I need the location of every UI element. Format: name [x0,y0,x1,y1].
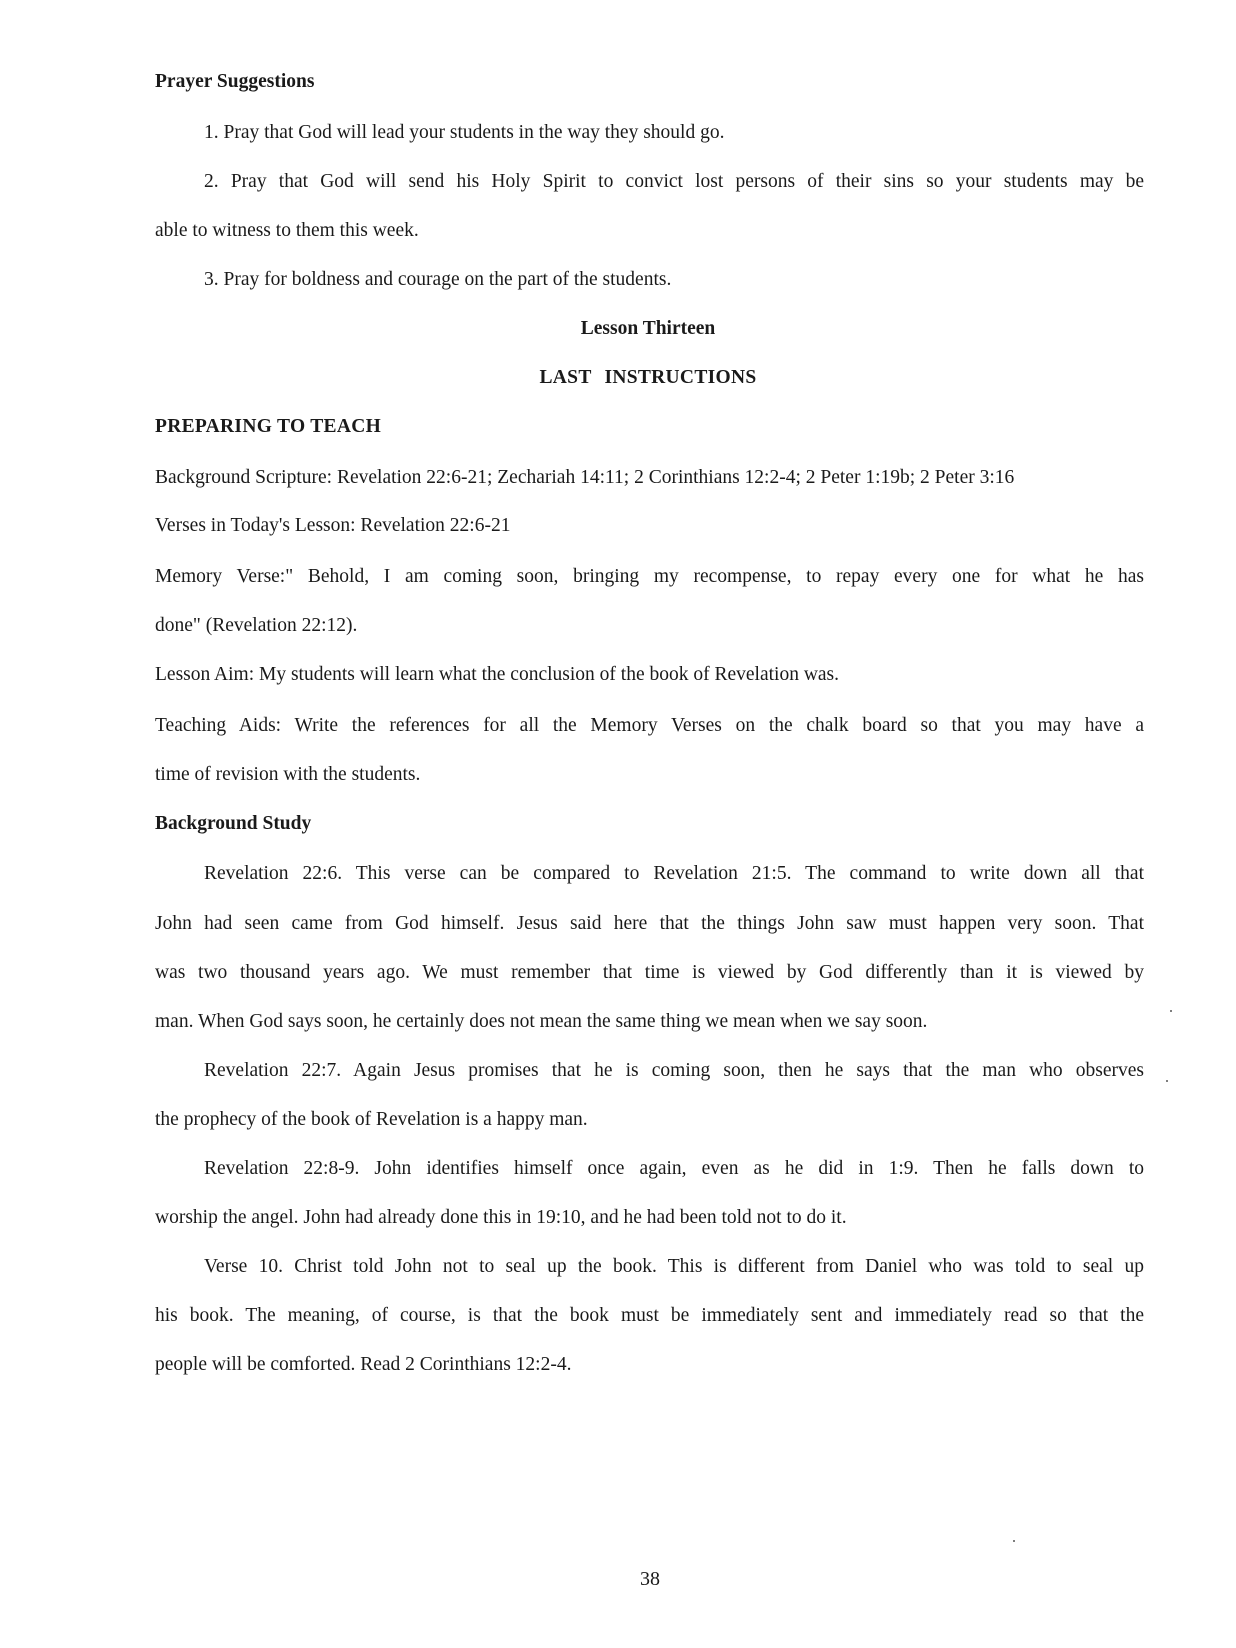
study-paragraph-1-line-1: Revelation 22:6. This verse can be compared to Revelation 21:5. The command to write down all that [204,863,1144,884]
study-paragraph-1-line-2: John had seen came from God himself. Jesus said here that the things John saw must happen very soon. That [155,913,1144,934]
prayer-item-2-line-2: able to witness to them this week. [155,220,419,241]
teaching-aids-line-1: Teaching Aids: Write the references for all the Memory Verses on the chalk board so that you may have a [155,715,1144,736]
study-paragraph-2-line-1: Revelation 22:7. Again Jesus promises that he is coming soon, then he says that the man who observes [204,1060,1144,1081]
study-paragraph-4-line-1: Verse 10. Christ told John not to seal up the book. This is different from Daniel who was told to seal up [204,1256,1144,1277]
study-paragraph-4-line-2: his book. The meaning, of course, is that the book must be immediately sent and immediately read so that the [155,1305,1144,1326]
lesson-aim: Lesson Aim: My students will learn what the conclusion of the book of Revelation was. [155,664,840,685]
teaching-aids-line-2: time of revision with the students. [155,764,421,785]
study-paragraph-1-line-4: man. When God says soon, he certainly does not mean the same thing we mean when we say soon. [155,1011,928,1032]
study-paragraph-2-line-2: the prophecy of the book of Revelation is a happy man. [155,1109,588,1130]
scan-speck [1170,1010,1172,1012]
study-paragraph-1-line-3: was two thousand years ago. We must remember that time is viewed by God differently than it is viewed by [155,962,1144,983]
background-scripture: Background Scripture: Revelation 22:6-21; Zechariah 14:11; 2 Corinthians 12:2-4; 2 Peter 1:19b; 2 Peter 3:16 [155,467,1015,488]
preparing-to-teach-heading: PREPARING TO TEACH [155,416,382,437]
scan-speck [1013,1540,1015,1542]
prayer-item-2-line-1: 2. Pray that God will send his Holy Spirit to convict lost persons of their sins so your students may be [204,171,1144,192]
study-paragraph-3-line-1: Revelation 22:8-9. John identifies himself once again, even as he did in 1:9. Then he falls down to [204,1158,1144,1179]
lesson-number: Lesson Thirteen [580,318,716,339]
lesson-title: LAST INSTRUCTIONS [539,367,757,388]
prayer-item-3: 3. Pray for boldness and courage on the part of the students. [204,269,672,290]
background-study-heading: Background Study [155,813,312,834]
study-paragraph-4-line-3: people will be comforted. Read 2 Corinthians 12:2-4. [155,1354,572,1375]
prayer-item-1: 1. Pray that God will lead your students in the way they should go. [204,122,725,143]
memory-verse-line-2: done" (Revelation 22:12). [155,615,358,636]
memory-verse-line-1: Memory Verse:" Behold, I am coming soon, bringing my recompense, to repay every one for what he has [155,566,1144,587]
page-number: 38 [640,1568,660,1590]
verses-in-todays-lesson: Verses in Today's Lesson: Revelation 22:6-21 [155,515,511,536]
scan-speck [1166,1080,1168,1082]
prayer-suggestions-heading: Prayer Suggestions [155,71,315,92]
study-paragraph-3-line-2: worship the angel. John had already done this in 19:10, and he had been told not to do it. [155,1207,847,1228]
